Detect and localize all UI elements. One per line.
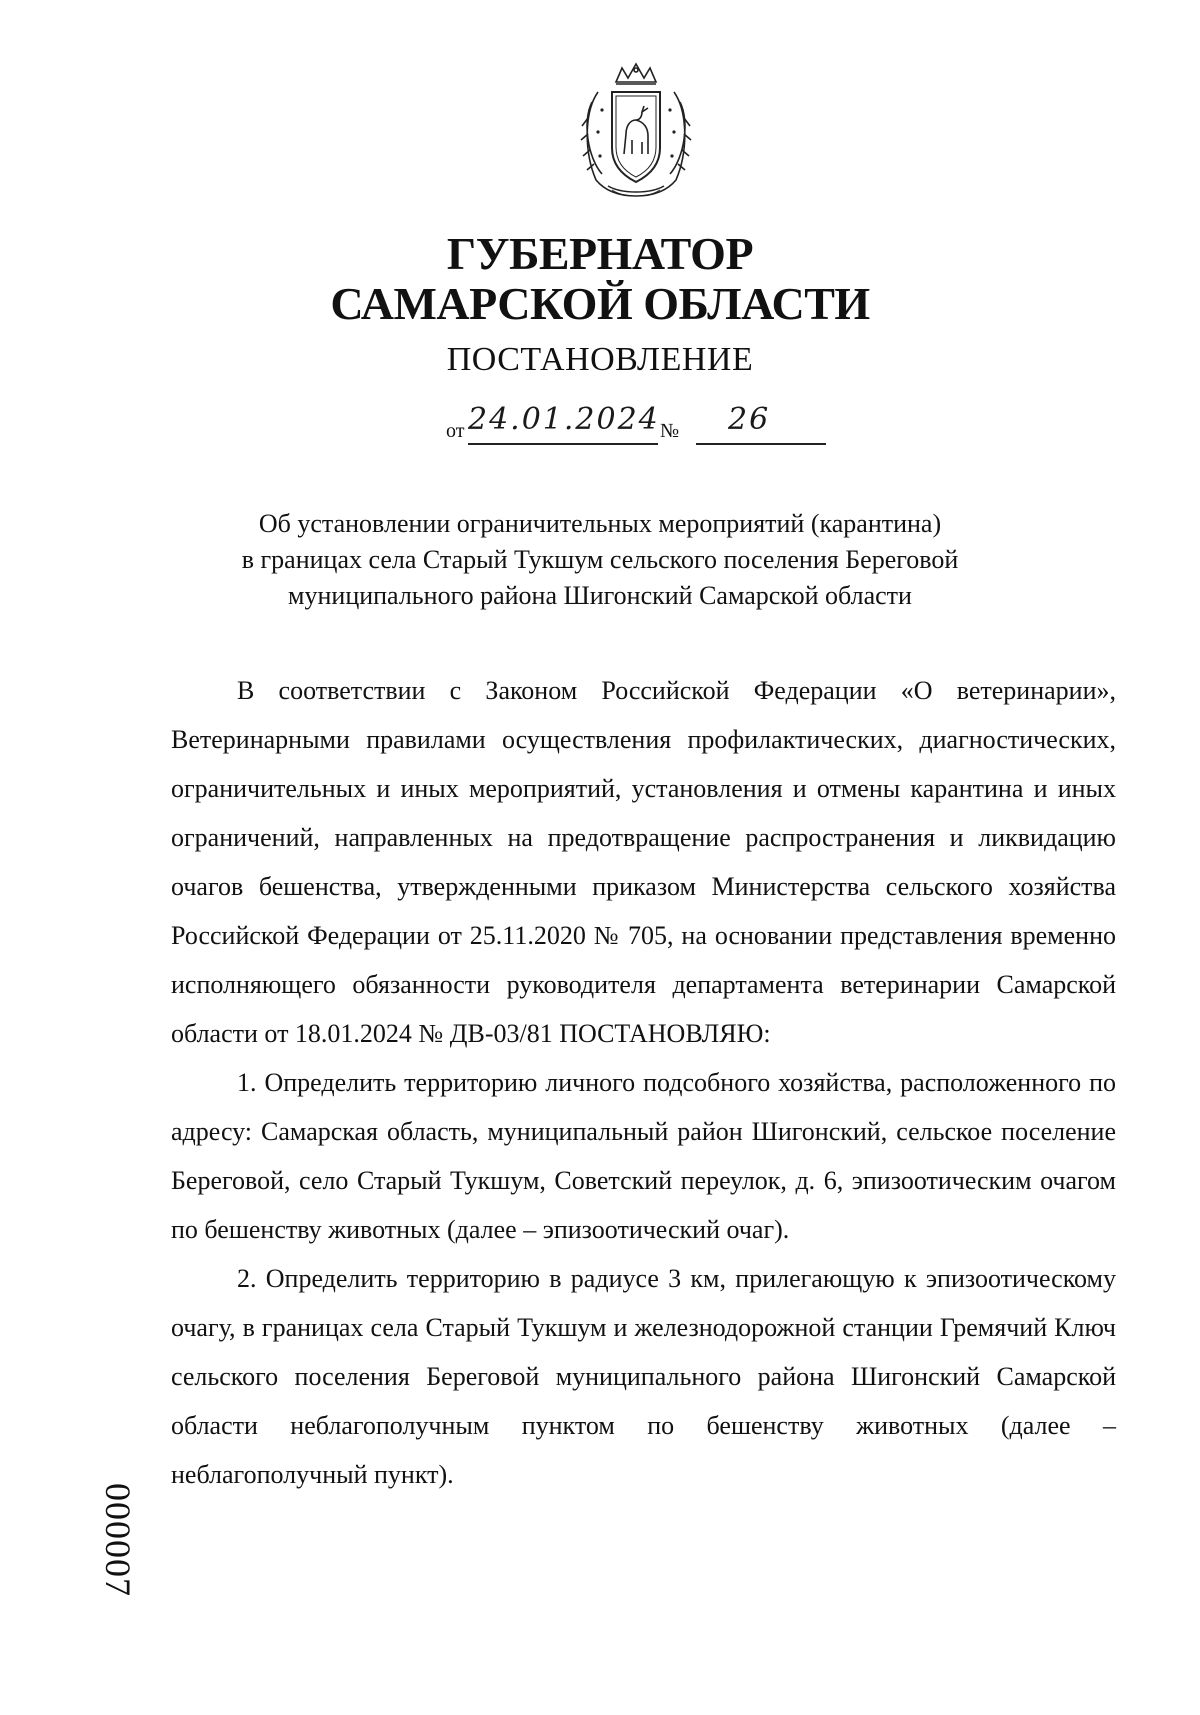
document-type: ПОСТАНОВЛЕНИЕ	[446, 341, 754, 378]
authority-title-line1: ГУБЕРНАТОР	[446, 228, 754, 279]
preamble-paragraph: В соответствии с Законом Российской Федерации «О ветеринарии», Ветеринарными правилами осуществления профилактических, диагностических, ограничительных и иных мероприятий, установления и отмены карантина и иных ограничений, направленных на предотвращение распространения и ликвидацию очагов бешенства, утвержденными приказом Министерства сельского хозяйства Российской Федерации от 25.11.2020 № 705, на основании представления временно исполняющего обязанности руководителя департамента ветеринарии Самарской области от 18.01.2024 № ДВ-03/81 ПОСТАНОВЛЯЮ:	[171, 676, 1116, 1048]
subject-line1: Об установлении ограничительных мероприятий (карантина)	[258, 509, 942, 538]
number-underline	[696, 443, 826, 445]
serial-number-text: 000007	[98, 1482, 138, 1597]
handwritten-date: 24.01.2024	[468, 402, 660, 437]
number-label: №	[660, 420, 680, 442]
date-label: от	[446, 420, 465, 442]
subject-line3: муниципального района Шигонский Самарской области	[288, 581, 912, 610]
item-1-paragraph: 1. Определить территорию личного подсобного хозяйства, расположенного по адресу: Самарская область, муниципальный район Шигонский, сельское поселение Береговой, село Старый Тукшум, Советский переулок, д. 6, эпизоотическим очагом по бешенству животных (далее – эпизоотический очаг).	[171, 1068, 1116, 1244]
page-serial-number	[98, 1462, 138, 1617]
coat-of-arms-icon	[578, 62, 694, 200]
date-underline	[468, 443, 658, 445]
subject-line2: в границах села Старый Тукшум сельского поселения Береговой	[241, 545, 959, 574]
authority-title-line2: САМАРСКОЙ ОБЛАСТИ	[330, 278, 870, 329]
item-2-paragraph: 2. Определить территорию в радиусе 3 км, прилегающую к эпизоотическому очагу, в границах села Старый Тукшум и железнодорожной станции Гремячий Ключ сельского поселения Береговой муниципального района Шигонский Самарской области неблагополучным пунктом по бешенству животных (далее – неблагополучный пункт).	[171, 1264, 1116, 1489]
document-body	[171, 666, 1116, 1499]
handwritten-number: 26	[728, 402, 771, 437]
date-number-line	[446, 402, 846, 442]
document-subject	[150, 506, 1050, 614]
